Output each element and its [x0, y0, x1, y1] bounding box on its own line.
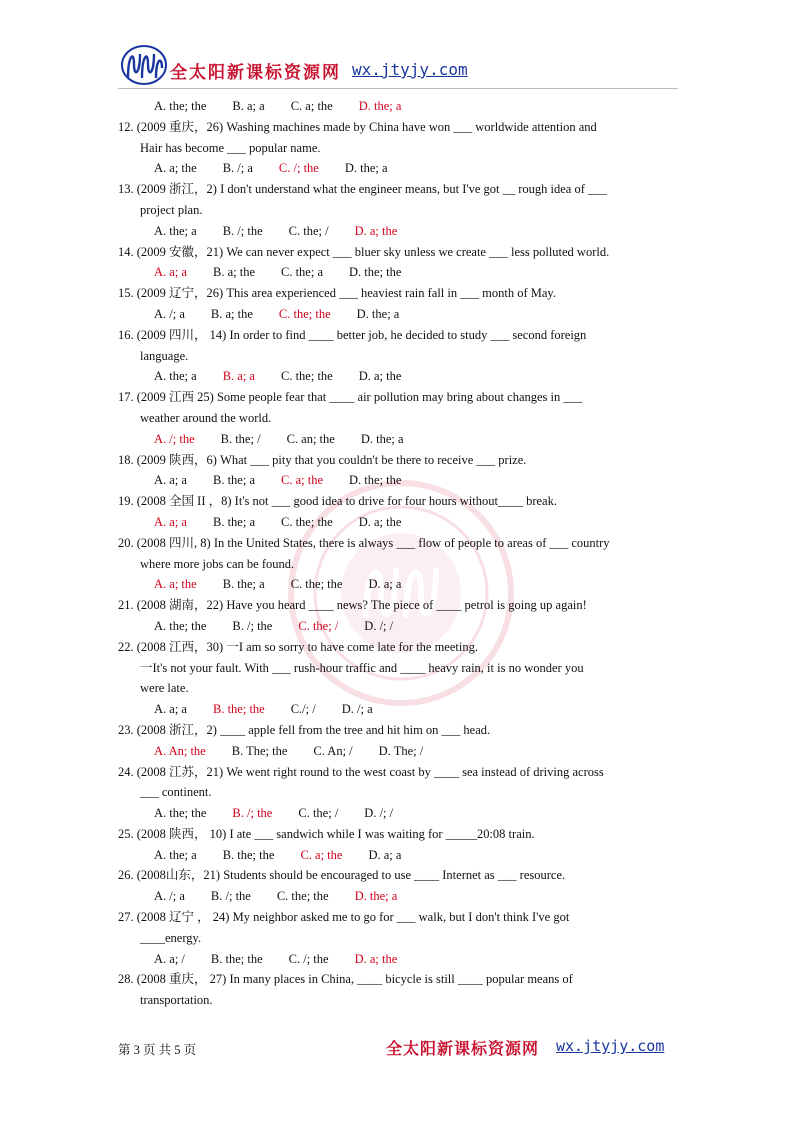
option-correct: D. a; the: [354, 951, 398, 966]
option: A. the; the: [154, 99, 207, 113]
option: B. a; the: [212, 265, 255, 280]
options-row: [118, 158, 676, 179]
option-correct: C. /; the: [278, 161, 319, 176]
option-correct: A. An; the: [154, 743, 206, 758]
option: D. the; a: [344, 161, 388, 176]
page-footer: [118, 1036, 678, 1060]
page-number: 第 3 页 共 5 页: [118, 1043, 197, 1057]
option: A. a; /: [154, 951, 185, 966]
option: C. the; the: [281, 514, 333, 529]
footer-brand-name: 全太阳新课标资源网: [386, 1039, 540, 1058]
option: B. /; a: [222, 161, 253, 176]
question-stem: 24. (2008 江苏，21) We went right round to the west coast by ____ sea instead of driving across: [118, 764, 604, 779]
option-correct: C. the; the: [278, 306, 331, 321]
option: A. a; the: [154, 161, 197, 176]
question-stem-continuation: were late.: [140, 681, 189, 696]
question-item: [118, 762, 676, 824]
question-list: [118, 96, 676, 1011]
option: B. the; /: [220, 431, 261, 446]
option: A. a; a: [154, 702, 187, 717]
question-stem: 12. (2009 重庆，26) Washing machines made by China have won ___ worldwide attention and: [118, 119, 597, 134]
options-row: [118, 512, 676, 533]
option-correct: D. the; a: [358, 99, 402, 113]
option-correct: A. /; the: [154, 431, 195, 446]
site-url-link[interactable]: wx.jtyjy.com: [352, 60, 468, 79]
question-stem-continuation: ___ continent.: [140, 785, 212, 800]
option: C. the; /: [298, 806, 339, 821]
question-stem: 15. (2009 辽宁，26) This area experienced ___ heaviest rain fall in ___ month of May.: [118, 286, 556, 301]
site-brand-name: 全太阳新课标资源网: [170, 63, 341, 83]
option: B. the; a: [212, 514, 255, 529]
option-correct: B. /; the: [232, 806, 273, 821]
option: D. the; the: [349, 473, 402, 488]
options-row: [118, 886, 676, 907]
site-logo-icon: [120, 44, 168, 86]
question-item: [118, 907, 676, 969]
question-item: [118, 179, 676, 241]
option: D. The; /: [378, 743, 424, 758]
option: A. the; the: [154, 806, 207, 821]
option-correct: D. the; a: [354, 889, 398, 904]
option: D. the; the: [349, 265, 402, 280]
option: D. a; the: [358, 514, 402, 529]
option: A. the; a: [154, 847, 197, 862]
option: A. the; the: [154, 618, 207, 633]
option-correct: A. a; a: [154, 514, 187, 529]
option-correct: C. a; the: [281, 473, 324, 488]
question-stem: 18. (2009 陕西，6) What ___ pity that you couldn't be there to receive ___ prize.: [118, 452, 527, 467]
option: D. the; a: [356, 306, 400, 321]
option: C. the; a: [281, 265, 324, 280]
options-row: [118, 803, 676, 824]
question-item: [118, 865, 676, 907]
options-row: [118, 949, 676, 970]
option: C./; /: [290, 702, 316, 717]
question-stem-continuation: where more jobs can be found.: [140, 556, 295, 571]
question-item: [118, 491, 676, 533]
question-stem-continuation: ____energy.: [140, 930, 202, 945]
question-stem: 13. (2009 浙江，2) I don't understand what the engineer means, but I've got __ rough idea of ___: [118, 182, 607, 197]
question-stem: 17. (2009 江西 25) Some people fear that ____ air pollution may bring about changes in ___: [118, 390, 583, 405]
question-stem: 23. (2008 浙江，2) ____ apple fell from the tree and hit him on ___ head.: [118, 722, 491, 737]
question-item: [118, 720, 676, 762]
option: D. a; the: [358, 369, 402, 384]
question-stem: 14. (2009 安徽，21) We can never expect ___ bluer sky unless we create ___ less polluted world.: [118, 244, 610, 259]
options-row: [118, 470, 676, 491]
page-header: [120, 42, 480, 88]
question-stem-continuation: weather around the world.: [140, 410, 272, 425]
option: C. the; /: [288, 223, 329, 238]
options-row: [118, 221, 676, 242]
option-correct: C. a; the: [300, 847, 343, 862]
question-item: [118, 387, 676, 449]
option: B. a; a: [232, 99, 265, 113]
option: C. the; the: [281, 369, 333, 384]
option-correct: D. a; the: [354, 223, 398, 238]
option: B. the; a: [222, 577, 265, 592]
question-stem-continuation: Hair has become ___ popular name.: [140, 140, 321, 155]
question-stem: 20. (2008 四川, 8) In the United States, there is always ___ flow of people to areas of ___ country: [118, 535, 610, 550]
option-correct: A. a; the: [154, 577, 197, 592]
question-item: [118, 325, 676, 387]
question-item: [118, 283, 676, 325]
options-row: [118, 741, 676, 762]
question-stem-continuation: project plan.: [140, 202, 203, 217]
option: D. /; /: [364, 806, 394, 821]
footer-url-link[interactable]: wx.jtyjy.com: [556, 1037, 665, 1055]
option: D. a; a: [368, 847, 402, 862]
question-stem: 16. (2009 四川， 14) In order to find ____ better job, he decided to study ___ second foreign: [118, 327, 587, 342]
option: C. the; the: [276, 889, 329, 904]
option: A. /; a: [154, 889, 185, 904]
question-item: [118, 450, 676, 492]
option: D. the; a: [360, 431, 404, 446]
option: C. An; /: [313, 743, 353, 758]
option-correct: B. the; the: [212, 702, 265, 717]
option: B. /; the: [210, 889, 251, 904]
option: B. the; the: [210, 951, 263, 966]
option: A. the; a: [154, 223, 197, 238]
option: A. /; a: [154, 306, 185, 321]
option: C. the; the: [290, 577, 343, 592]
question-item: [118, 595, 676, 637]
options-row: [118, 429, 676, 450]
option: A. the; a: [154, 369, 197, 384]
option: C. /; the: [288, 951, 329, 966]
question-item: [118, 242, 676, 284]
option: A. a; a: [154, 473, 187, 488]
option: B. a; the: [210, 306, 253, 321]
options-row: [118, 262, 676, 283]
question-stem: 27. (2008 辽宁 ， 24) My neighbor asked me to go for ___ walk, but I don't think I've got: [118, 910, 570, 925]
question-item: [118, 533, 676, 595]
option: B. the; a: [212, 473, 255, 488]
options-row: [118, 96, 676, 117]
question-item: [118, 824, 676, 866]
option-correct: C. the; /: [298, 618, 339, 633]
option: D. a; a: [368, 577, 402, 592]
option: C. an; the: [286, 431, 335, 446]
question-stem-continuation: 一It's not your fault. With ___ rush-hour traffic and ____ heavy rain, it is no wonder you: [140, 660, 584, 675]
options-row: [118, 699, 676, 720]
question-stem: 26. (2008山东，21) Students should be encouraged to use ____ Internet as ___ resource.: [118, 868, 566, 883]
question-stem: 19. (2008 全国 II ，8) It's not ___ good idea to drive for four hours without____ break.: [118, 494, 557, 509]
question-stem: 25. (2008 陕西， 10) I ate ___ sandwich while I was waiting for _____20:08 train.: [118, 826, 535, 841]
option-correct: A. a; a: [154, 265, 187, 280]
option: C. a; the: [290, 99, 333, 113]
option: B. The; the: [231, 743, 288, 758]
option: B. the; the: [222, 847, 275, 862]
options-row: [118, 574, 676, 595]
option: D. /; /: [364, 618, 394, 633]
options-row: [118, 845, 676, 866]
options-row: [118, 616, 676, 637]
question-item: [118, 117, 676, 179]
question-stem-continuation: language.: [140, 348, 189, 363]
question-stem: 28. (2008 重庆， 27) In many places in China, ____ bicycle is still ____ popular means of: [118, 972, 573, 987]
option: B. /; the: [232, 618, 273, 633]
question-item: [118, 637, 676, 720]
options-row: [118, 366, 676, 387]
question-stem: 22. (2008 江西，30) 一I am so sorry to have come late for the meeting.: [118, 639, 478, 654]
option: B. /; the: [222, 223, 263, 238]
question-item: [118, 969, 676, 1011]
question-stem: 21. (2008 湖南，22) Have you heard ____ news? The piece of ____ petrol is going up again!: [118, 598, 587, 613]
header-divider: [118, 88, 678, 89]
options-row: [118, 304, 676, 325]
option: D. /; a: [341, 702, 373, 717]
option-correct: B. a; a: [222, 369, 255, 384]
question-stem-continuation: transportation.: [140, 993, 213, 1008]
